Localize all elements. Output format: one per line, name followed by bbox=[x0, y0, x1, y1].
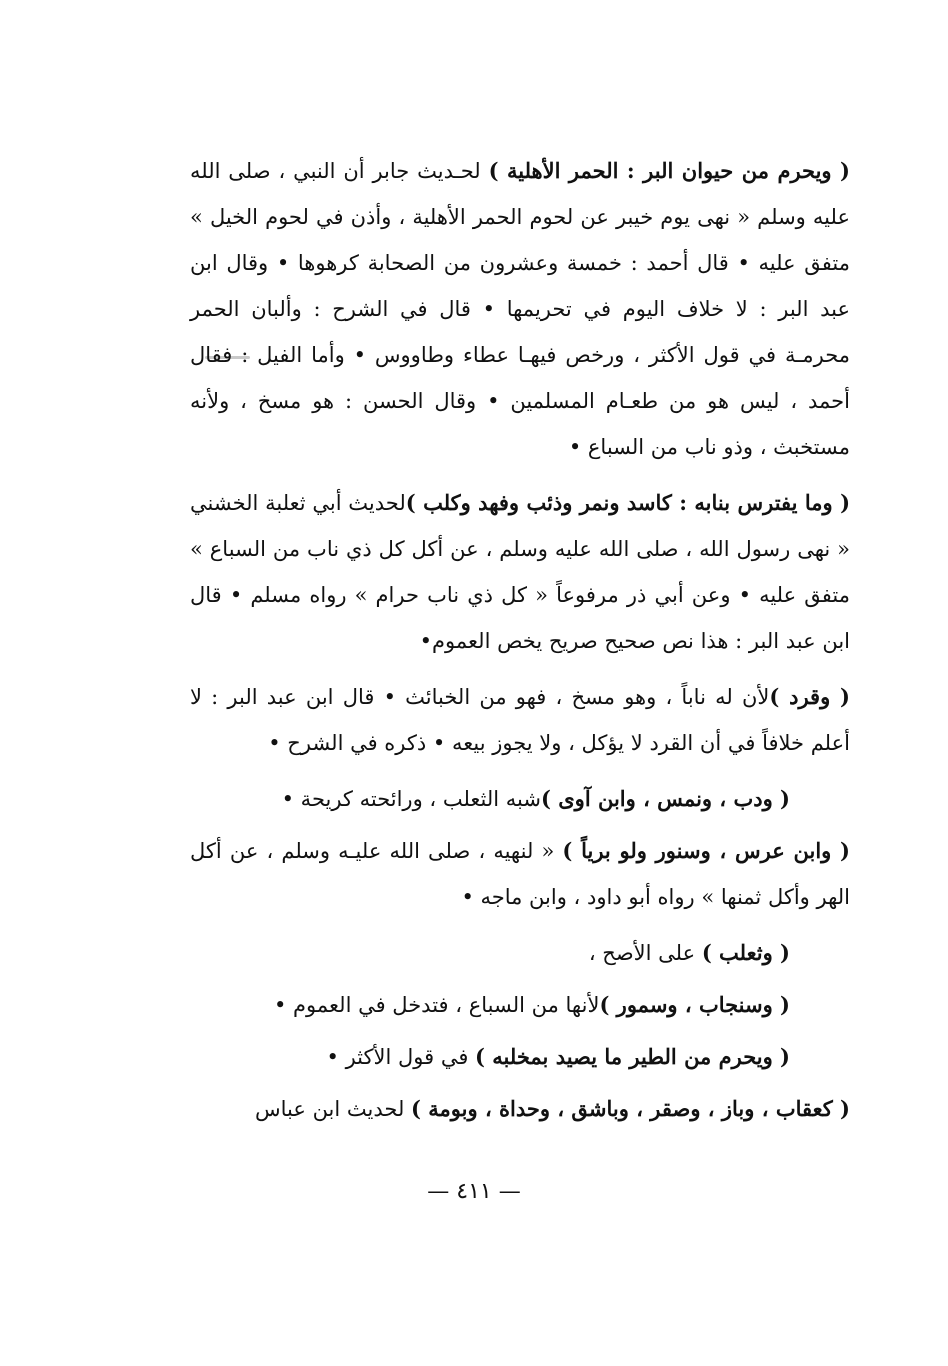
paragraph-heading: ( ويحرم من حيوان البر : الحمر الأهلية ) bbox=[488, 158, 850, 183]
page-body bbox=[190, 148, 850, 1142]
paragraph-text: « لنهيه ، صلى الله عليـه وسلم ، عن أكل الهر وأكل ثمنها » رواه أبو داود ، وابن ماجه • bbox=[190, 839, 850, 909]
paragraph-heading: ( وابن عرس ، وسنور ولو برياً ) bbox=[562, 838, 850, 863]
paragraph-text: شبه الثعلب ، ورائحته كريحة • bbox=[281, 787, 541, 811]
paragraph-text: في قول الأكثر • bbox=[326, 1045, 476, 1069]
paragraph-heading: ( وثعلب ) bbox=[701, 940, 790, 965]
paragraph-text: لحديث أبي ثعلبة الخشني « نهى رسول الله ، صلى الله عليه وسلم ، عن أكل كل ذي ناب من السباع » متفق عليه • وعن أبي ذر مرفوعاً « كل ذي ناب حرام » رواه مسلم • قال ابن عبد البر : هذا نص صحيح صريح يخص العموم• bbox=[190, 491, 850, 653]
paragraph-birds-of-prey-list bbox=[190, 1086, 850, 1132]
page-number: — ٤١١ — bbox=[427, 1179, 521, 1204]
paragraph-heading: ( وقرد ) bbox=[769, 684, 850, 709]
paragraph-predators-with-fangs bbox=[190, 480, 850, 664]
paragraph-monkey bbox=[190, 674, 850, 766]
paragraph-weasel-cat bbox=[190, 828, 850, 920]
paragraph-text: لحديث ابن عباس bbox=[255, 1097, 412, 1121]
paragraph-domestic-donkeys bbox=[190, 148, 850, 470]
paragraph-text: لحـديث جابر أن النبي ، صلى الله عليه وسلم « نهى يوم خيبر عن لحوم الحمر الأهلية ، وأذن في لحوم الخيل » متفق عليه • قال أحمد : خمسة وعشرون من الصحابة كرهوها • وقال ابن عبد البر : لا خلاف اليوم في تحريمها • قال في الشرح : وألبان الحمر محرمـة في قول الأكثر ، ورخص فيهـا عطاء وطاووس • وأما الفيل : فقال أحمد ، ليس هو من طعـام المسلمين • وقال الحسن : هو مسخ ، ولأنه مستخبث ، وذو ناب من السباع • bbox=[190, 159, 850, 459]
paragraph-squirrel-sable bbox=[190, 982, 850, 1028]
paragraph-fox bbox=[190, 930, 850, 976]
paragraph-heading: ( ودب ، ونمس ، وابن آوى ) bbox=[541, 786, 790, 811]
paragraph-birds-with-talons bbox=[190, 1034, 850, 1080]
paragraph-heading: ( وما يفترس بنابه : كاسد ونمر وذئب وفهد وكلب ) bbox=[405, 490, 850, 515]
paragraph-text: لأن له ناباً ، وهو مسخ ، فهو من الخبائث • قال ابن عبد البر : لا أعلم خلافاً في أن القرد لا يؤكل ، ولا يجوز بيعه • ذكره في الشرح • bbox=[190, 685, 850, 755]
paragraph-text: على الأصح ، bbox=[588, 941, 702, 965]
paragraph-heading: ( ويحرم من الطير ما يصيد بمخلبه ) bbox=[475, 1044, 790, 1069]
paragraph-bear-mongoose-jackal bbox=[190, 776, 850, 822]
paragraph-heading: ( وسنجاب ، وسمور ) bbox=[599, 992, 790, 1017]
paragraph-text: لأنها من السباع ، فتدخل في العموم • bbox=[273, 993, 600, 1017]
paragraph-heading: ( كعقاب ، وباز ، وصقر ، وباشق ، وحداة ، وبومة ) bbox=[411, 1096, 850, 1121]
